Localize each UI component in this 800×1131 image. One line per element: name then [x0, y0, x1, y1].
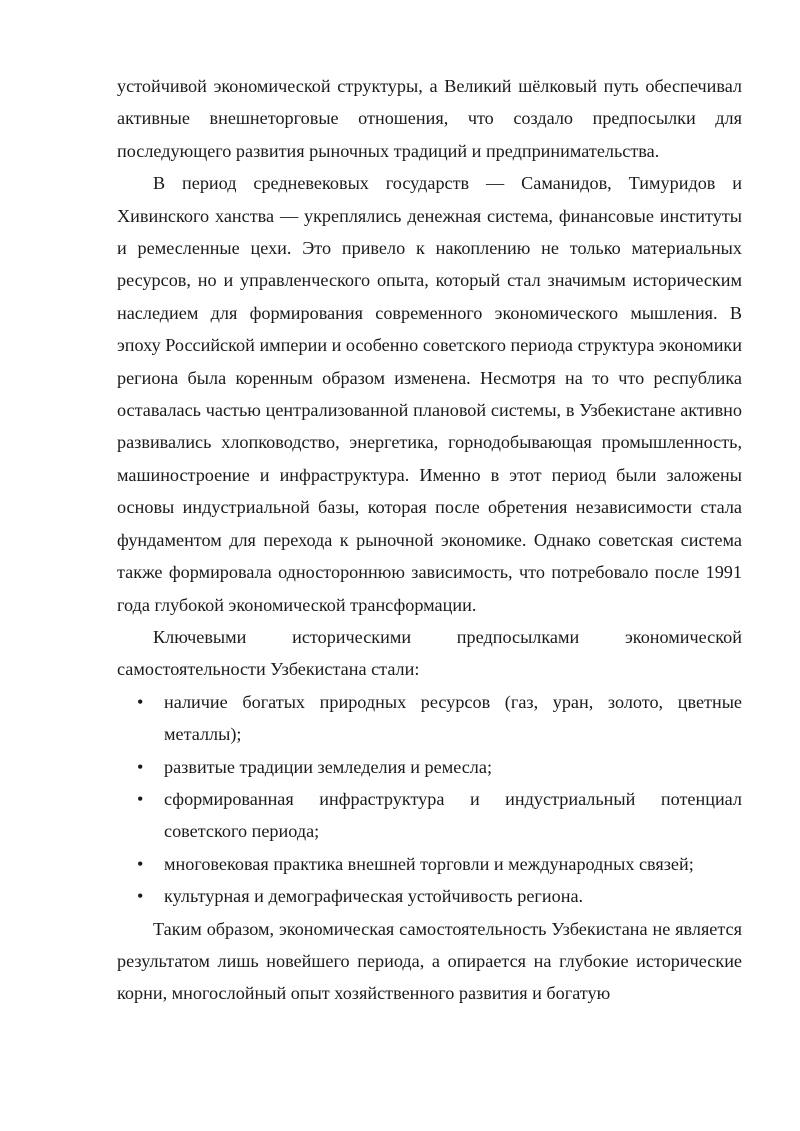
list-item	[117, 880, 742, 912]
paragraph-continuation: устойчивой экономической структуры, а Великий шёлковый путь обеспечивал активные внешнеторговые отношения, что создало предпосылки для последующего развития рыночных традиций и предпринимательства.	[117, 76, 742, 161]
list-item-text: сформированная инфраструктура и индустриальный потенциал советского периода;	[164, 788, 742, 842]
list-item-text: многовековая практика внешней торговли и международных связей;	[164, 853, 694, 874]
bullet-icon: •	[137, 691, 144, 712]
paragraph-conclusion: Таким образом, экономическая самостоятельность Узбекистана не является результатом лишь новейшего периода, а опирается на глубокие исторические корни, многослойный опыт хозяйственного развития и богатую	[117, 918, 742, 1004]
list-item-text: развитые традиции земледелия и ремесла;	[164, 756, 493, 777]
document-page	[117, 70, 742, 1010]
bullet-icon: •	[137, 756, 144, 777]
list-item	[117, 848, 742, 880]
prerequisites-list	[117, 686, 742, 913]
list-item	[117, 751, 742, 783]
paragraph-medieval-soviet: В период средневековых государств — Саманидов, Тимуридов и Хивинского ханства — укреплялись денежная система, финансовые институты и ремесленные цехи. Это привело к накоплению не только материальных ресурсов, но и управленческого опыта, который стал значимым историческим наследием для формирования современного экономического мышления. В эпоху Российской империи и особенно советского периода структура экономики региона была коренным образом изменена. Несмотря на то что республика оставалась частью централизованной плановой системы, в Узбекистане активно развивались хлопководство, энергетика, горнодобывающая промышленность, машиностроение и инфраструктура. Именно в этот период были заложены основы индустриальной базы, которая после обретения независимости стала фундаментом для перехода к рыночной экономике. Однако советская система также формировала одностороннюю зависимость, что потребовало после 1991 года глубокой экономической трансформации.	[117, 173, 742, 615]
bullet-icon: •	[137, 853, 144, 874]
list-item	[117, 686, 742, 751]
list-item-text: наличие богатых природных ресурсов (газ, уран, золото, цветные металлы);	[164, 691, 742, 745]
bullet-icon: •	[137, 788, 144, 809]
bullet-icon: •	[137, 886, 144, 907]
paragraph-prerequisites-intro: Ключевыми историческими предпосылками экономической самостоятельности Узбекистана стали:	[117, 626, 742, 680]
list-item	[117, 783, 742, 848]
list-item-text: культурная и демографическая устойчивость региона.	[164, 886, 584, 907]
